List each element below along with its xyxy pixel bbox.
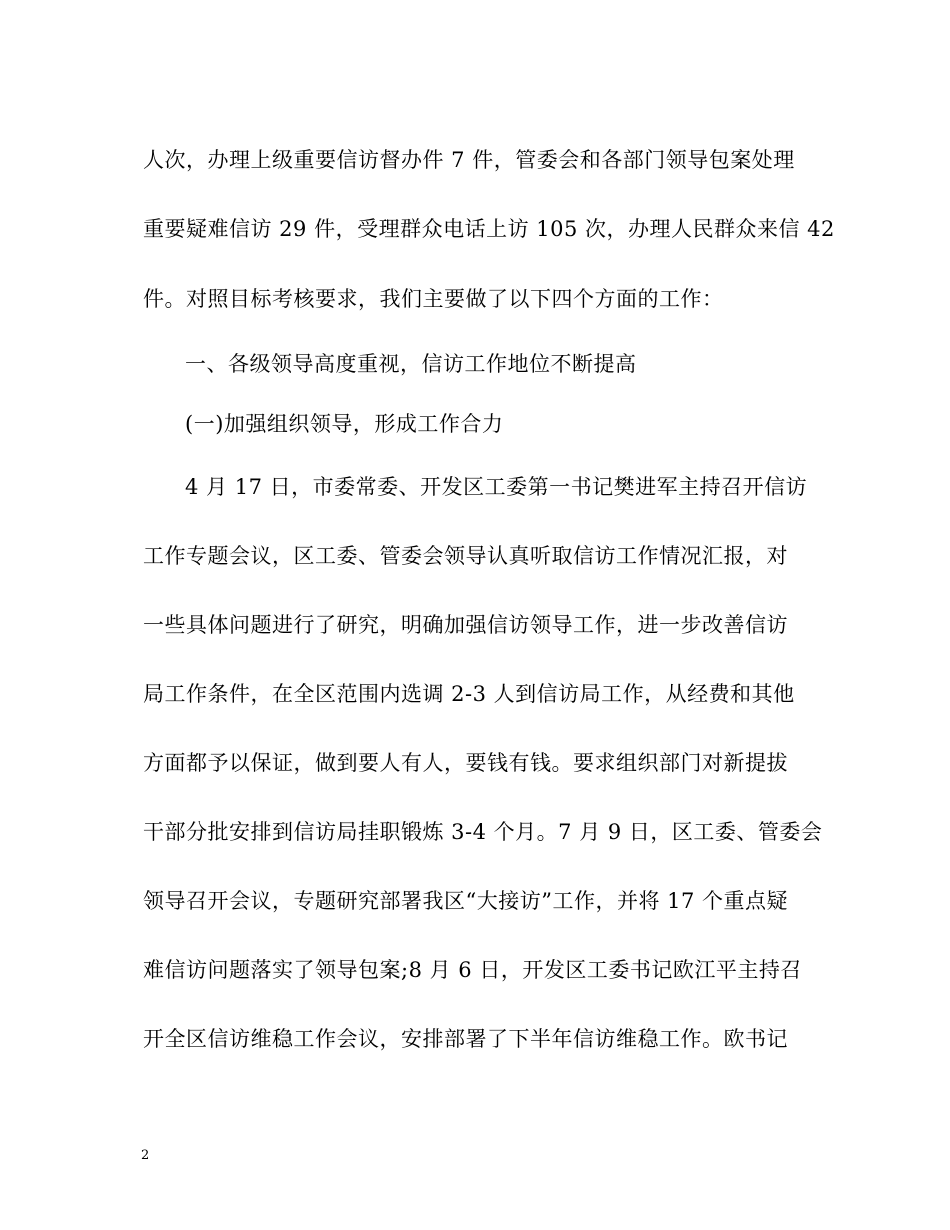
paragraph-line: 一些具体问题进行了研究，明确加强信访领导工作，进一步改善信访 — [143, 613, 788, 637]
paragraph-line: 人次，办理上级重要信访督办件 7 件，管委会和各部门领导包案处理 — [143, 148, 795, 172]
paragraph-line: 难信访问题落实了领导包案;8 月 6 日，开发区工委书记欧江平主持召 — [143, 958, 802, 982]
subsection-heading: (一)加强组织领导，形成工作合力 — [185, 412, 504, 436]
paragraph-line: 4 月 17 日，市委常委、开发区工委第一书记樊进军主持召开信访 — [185, 475, 808, 499]
section-heading: 一、各级领导高度重视，信访工作地位不断提高 — [185, 352, 637, 376]
page-number: 2 — [141, 1148, 150, 1163]
paragraph-line: 开全区信访维稳工作会议，安排部署了下半年信访维稳工作。欧书记 — [143, 1027, 788, 1051]
paragraph-line: 重要疑难信访 29 件，受理群众电话上访 105 次，办理人民群众来信 42 — [143, 217, 835, 241]
paragraph-line: 方面都予以保证，做到要人有人，要钱有钱。要求组织部门对新提拔 — [143, 751, 788, 775]
paragraph-line: 工作专题会议，区工委、管委会领导认真听取信访工作情况汇报，对 — [143, 544, 788, 568]
paragraph-line: 局工作条件，在全区范围内选调 2-3 人到信访局工作，从经费和其他 — [143, 682, 795, 706]
paragraph-line: 领导召开会议，专题研究部署我区“大接访”工作，并将 17 个重点疑 — [143, 889, 789, 913]
paragraph-line: 干部分批安排到信访局挂职锻炼 3-4 个月。7 月 9 日，区工委、管委会 — [143, 820, 823, 844]
paragraph-line: 件。对照目标考核要求，我们主要做了以下四个方面的工作： — [143, 287, 724, 311]
